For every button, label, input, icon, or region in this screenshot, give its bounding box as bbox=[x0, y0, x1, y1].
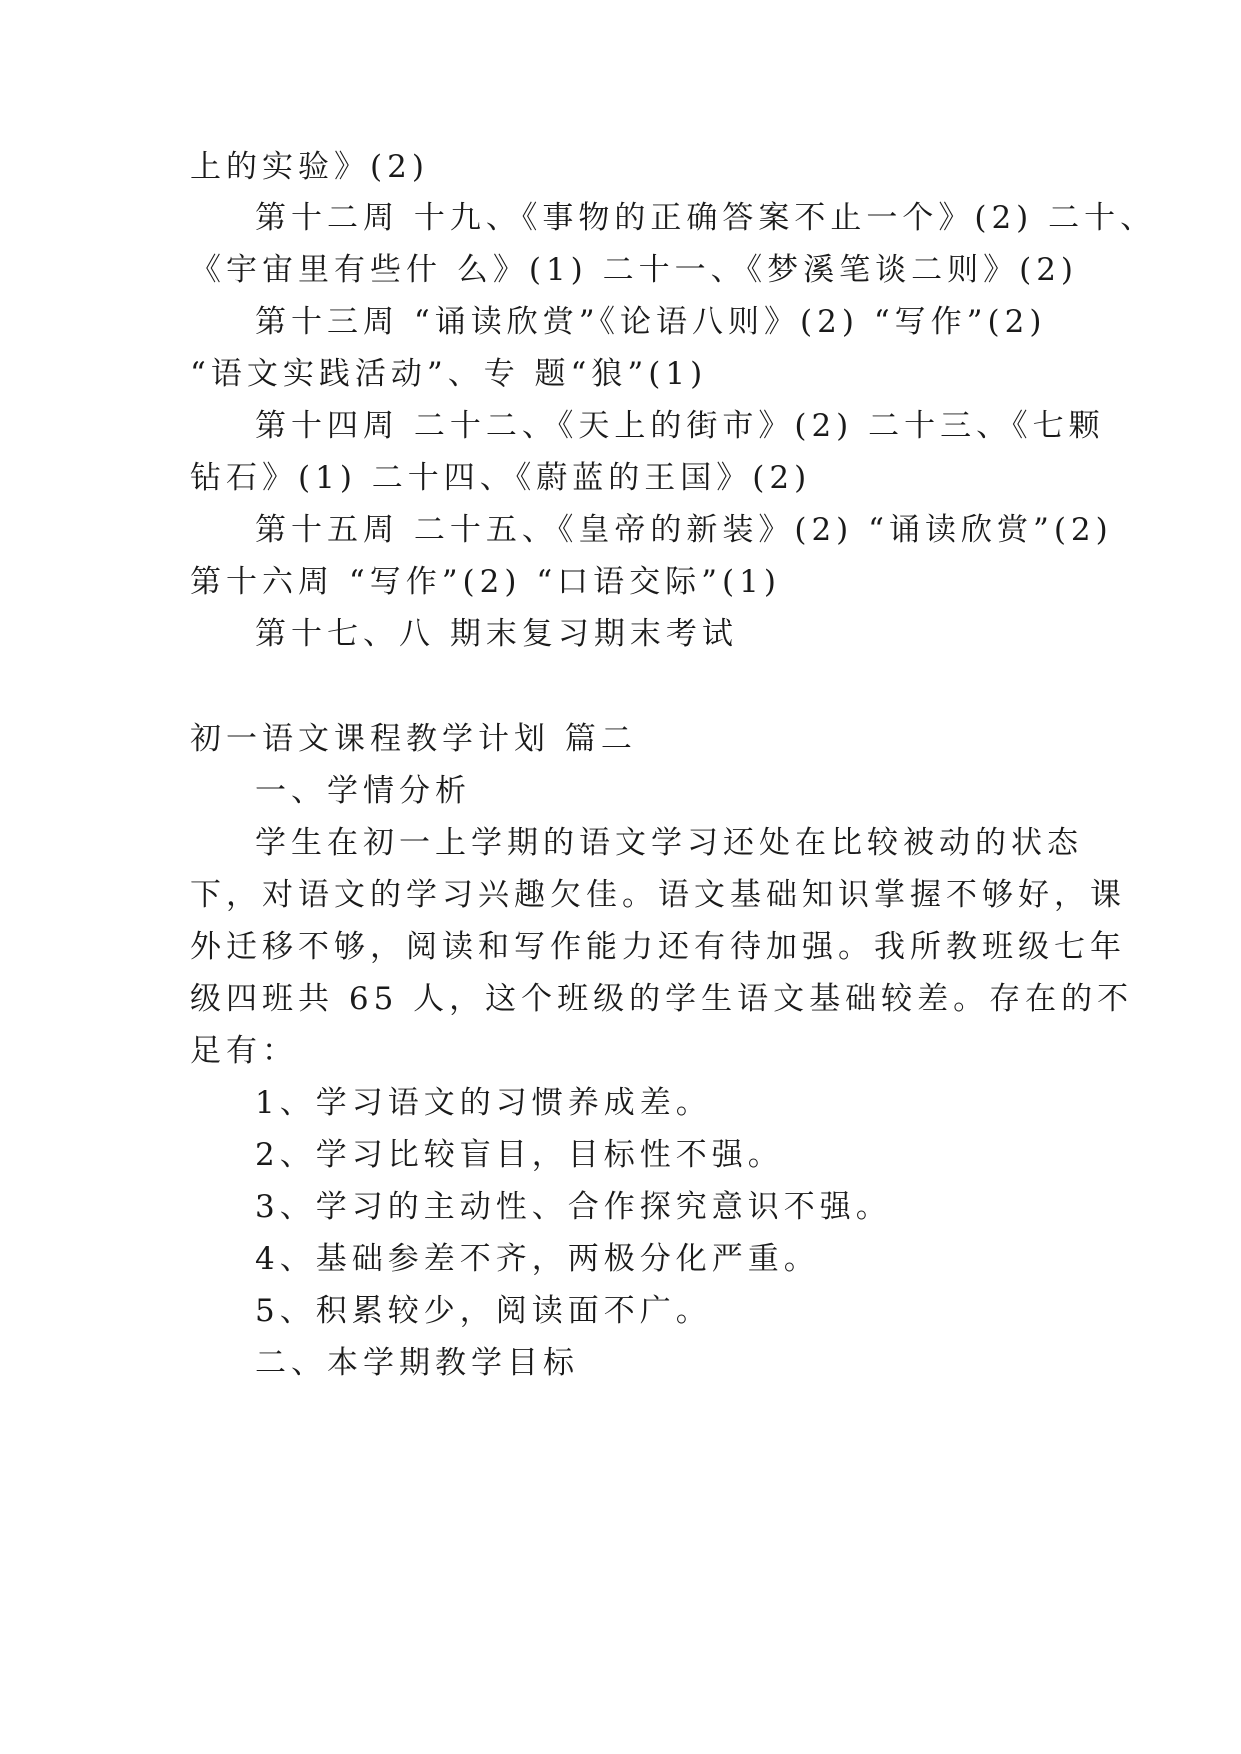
section-title: 初一语文课程教学计划 篇二 bbox=[190, 721, 637, 757]
text-line: 第十六周 “写作”(2) “口语交际”(1) bbox=[190, 564, 781, 600]
text-line: 第十五周 二十五、《皇帝的新装》(2) “诵读欣赏”(2) bbox=[255, 512, 1113, 548]
list-item: 2、学习比较盲目，目标性不强。 bbox=[255, 1137, 784, 1173]
section-heading: 二、本学期教学目标 bbox=[255, 1345, 579, 1381]
text-line: 《宇宙里有些什 么》(1) 二十一、《梦溪笔谈二则》(2) bbox=[190, 252, 1079, 288]
text-line: 第十四周 二十二、《天上的街市》(2) 二十三、《七颗 bbox=[255, 408, 1105, 444]
text-line: 第十七、八 期末复习期末考试 bbox=[255, 616, 738, 652]
text-line: 钻石》(1) 二十四、《蔚蓝的王国》(2) bbox=[190, 460, 812, 496]
text-line: 学生在初一上学期的语文学习还处在比较被动的状态 bbox=[255, 825, 1083, 861]
text-line: 下，对语文的学习兴趣欠佳。语文基础知识掌握不够好，课 bbox=[190, 877, 1126, 913]
text-line: 第十二周 十九、《事物的正确答案不止一个》(2) 二十、 bbox=[255, 200, 1157, 236]
text-line: 外迁移不够，阅读和写作能力还有待加强。我所教班级七年 bbox=[190, 929, 1126, 965]
section-heading: 一、学情分析 bbox=[255, 773, 471, 809]
text-line: “语文实践活动”、专 题“狼”(1) bbox=[190, 356, 708, 392]
text-line: 级四班共 65 人，这个班级的学生语文基础较差。存在的不 bbox=[190, 981, 1134, 1017]
list-item: 4、基础参差不齐，两极分化严重。 bbox=[255, 1241, 820, 1277]
text-line: 第十三周 “诵读欣赏”《论语八则》(2) “写作”(2) bbox=[255, 304, 1047, 340]
list-item: 1、学习语文的习惯养成差。 bbox=[255, 1085, 712, 1121]
list-item: 3、学习的主动性、合作探究意识不强。 bbox=[255, 1189, 892, 1225]
text-line: 足有： bbox=[190, 1033, 298, 1069]
text-line: 上的实验》(2) bbox=[190, 149, 429, 185]
list-item: 5、积累较少，阅读面不广。 bbox=[255, 1293, 712, 1329]
